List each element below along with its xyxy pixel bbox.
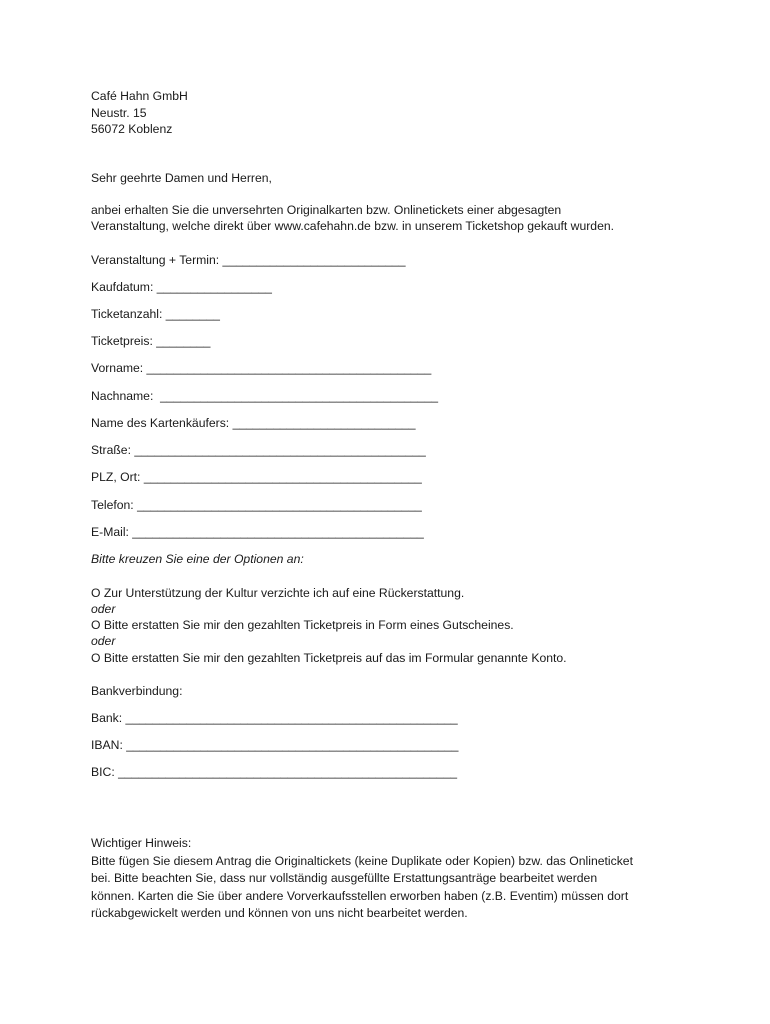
address-company: Café Hahn GmbH (91, 89, 188, 103)
field-event[interactable]: Veranstaltung + Termin: ___________________________ (91, 253, 406, 267)
field-purchase-date[interactable]: Kaufdatum: _________________ (91, 280, 272, 294)
notice-heading: Wichtiger Hinweis: (91, 836, 192, 850)
field-ticket-price[interactable]: Ticketpreis: ________ (91, 334, 211, 348)
field-first-name[interactable]: Vorname: __________________________________________ (91, 361, 432, 375)
field-street[interactable]: Straße: ___________________________________________ (91, 443, 426, 457)
notice-line-4: rückabgewickelt werden und können von uns nicht bearbeitet werden. (91, 906, 468, 920)
notice-line-1: Bitte fügen Sie diesem Antrag die Originaltickets (keine Duplikate oder Kopien) bzw. das Onlineticket (91, 853, 633, 868)
address-city: 56072 Koblenz (91, 122, 173, 136)
field-ticket-count[interactable]: Ticketanzahl: ________ (91, 307, 220, 321)
field-zip-city[interactable]: PLZ, Ort: _________________________________________ (91, 470, 422, 484)
notice-line-3: können. Karten die Sie über andere Vorverkaufsstellen erworben haben (z.B. Eventim) müssen dort (91, 888, 629, 903)
field-buyer-name[interactable]: Name des Kartenkäufers: ___________________________ (91, 416, 416, 430)
intro-line-2: Veranstaltung, welche direkt über www.cafehahn.de bzw. in unserem Ticketshop gekauft wurden. (91, 219, 615, 233)
important-notice (91, 835, 691, 923)
or-label-2: oder (91, 634, 116, 648)
field-bank[interactable]: Bank: _________________________________________________ (91, 711, 458, 725)
option-waive-refund[interactable]: O Zur Unterstützung der Kultur verzichte ich auf eine Rückerstattung. (91, 586, 465, 600)
address-street: Neustr. 15 (91, 106, 147, 120)
option-voucher[interactable]: O Bitte erstatten Sie mir den gezahlten Ticketpreis in Form eines Gutscheines. (91, 618, 514, 632)
or-label-1: oder (91, 602, 116, 616)
field-last-name[interactable]: Nachname: _________________________________________ (91, 389, 438, 403)
field-iban[interactable]: IBAN: _________________________________________________ (91, 738, 459, 752)
field-email[interactable]: E-Mail: ___________________________________________ (91, 525, 424, 539)
field-phone[interactable]: Telefon: __________________________________________ (91, 498, 422, 512)
notice-line-2: bei. Bitte beachten Sie, dass nur vollständig ausgefüllte Erstattungsanträge bearbeitet werden (91, 871, 598, 885)
options-instruction: Bitte kreuzen Sie eine der Optionen an: (91, 552, 304, 566)
bank-heading: Bankverbindung: (91, 684, 183, 698)
option-bank-refund[interactable]: O Bitte erstatten Sie mir den gezahlten Ticketpreis auf das im Formular genannte Konto. (91, 651, 567, 665)
salutation: Sehr geehrte Damen und Herren, (91, 171, 272, 185)
intro-line-1: anbei erhalten Sie die unversehrten Originalkarten bzw. Onlinetickets einer abgesagten (91, 203, 562, 217)
field-bic[interactable]: BIC: __________________________________________________ (91, 765, 457, 779)
